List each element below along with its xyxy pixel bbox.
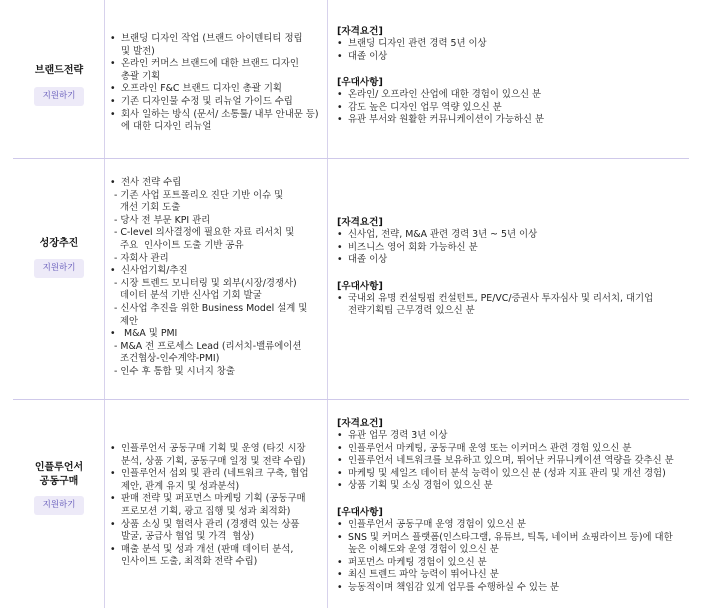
preferred-list	[337, 89, 697, 127]
requirement-item: • 유관 업무 경력 3년 이상	[337, 430, 705, 443]
duty-item: - C-level 의사결정에 필요한 자료 리서치 및 주요 인사이트 도출 기반 공유	[114, 227, 295, 251]
duty-item: • 인플루언서 섭외 및 관리 (네트워크 구축, 협업 제안, 관계 유지 및 성과분석)	[110, 468, 324, 493]
column-divider	[104, 0, 105, 608]
preferred-list	[337, 519, 705, 595]
position-title: 인플루언서 공동구매	[34, 462, 84, 487]
duty-item: • 인플루언서 공동구매 기획 및 운영 (타깃 시장 분석, 상품 기획, 공동구매 일정 및 전략 수립)	[110, 443, 324, 468]
requirement-item: • 인플루언서 마케팅, 공동구매 운영 또는 이커머스 관련 경험 있으신 분	[337, 443, 705, 456]
preferred-item: • 온라인/ 오프라인 산업에 대한 경험이 있으신 분	[337, 89, 697, 102]
preferred-list	[337, 293, 697, 318]
preferred-heading: [우대사항]	[337, 77, 383, 89]
duty-item: • 기존 디자인물 수정 및 리뉴얼 가이드 수립	[110, 96, 322, 109]
duty-item: • 상품 소싱 및 협력사 관리 (경쟁력 있는 상품 발굴, 공급사 협업 및 가격 협상)	[110, 519, 324, 544]
requirement-item: • 브랜딩 디자인 관련 경력 5년 이상	[337, 38, 697, 51]
duty-item: - 자회사 관리	[114, 252, 169, 264]
duty-item: • M&A 및 PMI	[110, 328, 322, 341]
row-divider	[13, 399, 689, 400]
duty-item: • 신사업기획/추진	[110, 265, 322, 278]
requirement-item: • 비즈니스 영어 회화 가능하신 분	[337, 242, 697, 255]
duty-item: • 전사 전략 수립	[110, 177, 322, 190]
requirement-item: • 대졸 이상	[337, 51, 697, 64]
requirement-item: • 대졸 이상	[337, 254, 697, 267]
duty-item: • 브랜딩 디자인 작업 (브랜드 아이덴티티 정립 및 발전)	[110, 33, 322, 58]
row-divider	[13, 158, 689, 159]
duty-item: - 당사 전 부문 KPI 관리	[114, 214, 211, 226]
preferred-item: • 최신 트렌드 파악 능력이 뛰어나신 분	[337, 569, 705, 582]
preferred-heading: [우대사항]	[337, 280, 383, 292]
apply-button[interactable]: 지원하기	[34, 87, 84, 106]
duty-item: • 매출 분석 및 성과 개선 (판매 데이터 분석, 인사이트 도출, 최적화 전략 수립)	[110, 544, 324, 569]
requirement-item: • 상품 기획 및 소싱 경험이 있으신 분	[337, 480, 705, 493]
preferred-item: • 능동적이며 책임감 있게 업무를 수행하실 수 있는 분	[337, 582, 705, 595]
preferred-item: • 유관 부서와 원활한 커뮤니케이션이 가능하신 분	[337, 114, 697, 127]
requirement-item: • 마케팅 및 세일즈 데이터 분석 능력이 있으신 분 (성과 지표 관리 및 개선 경험)	[337, 468, 705, 481]
preferred-item: • SNS 및 커머스 플랫폼(인스타그램, 유튜브, 틱톡, 네이버 쇼핑라이브 등)에 대한 높은 이해도와 운영 경험이 있으신 분	[337, 532, 705, 557]
duty-item: - 시장 트렌드 모니터링 및 외부(시장/경쟁사) 데이터 분석 기반 신사업 기회 발굴	[114, 277, 297, 302]
duty-item: - 신사업 추진을 위한 Business Model 설계 및 제안	[114, 302, 308, 327]
job-duties-list	[110, 33, 322, 134]
requirements-heading: [자격요건]	[337, 217, 383, 228]
requirements-block	[337, 25, 697, 127]
apply-button[interactable]: 지원하기	[34, 259, 84, 278]
duty-item: - 인수 후 통합 및 시너지 창출	[114, 365, 235, 377]
preferred-item: • 국내외 유명 컨설팅펌 컨설턴트, PE/VC/증권사 투자심사 및 리서치, 대기업 전략기획팀 근무경력 있으신 분	[337, 293, 697, 318]
duty-item: - M&A 전 프로세스 Lead (리서치-밸류에이션 조건협상-인수계약-PMI)	[114, 340, 302, 365]
preferred-item: • 인플루언서 공동구매 운영 경험이 있으신 분	[337, 519, 705, 532]
requirement-item: • 신사업, 전략, M&A 관련 경력 3년 ~ 5년 이상	[337, 229, 697, 242]
column-divider	[327, 0, 328, 608]
requirements-block	[337, 216, 697, 318]
preferred-item: • 퍼포먼스 마케팅 경험이 있으신 분	[337, 557, 705, 570]
duty-item: - 기존 사업 포트폴리오 진단 기반 이슈 및 개선 기회 도출	[114, 189, 284, 214]
duty-item: • 회사 일하는 방식 (문서/ 소통툴/ 내부 안내문 등) 에 대한 디자인 리뉴얼	[110, 109, 322, 134]
job-duties-list	[110, 177, 322, 379]
duty-item: • 판매 전략 및 퍼포먼스 마케팅 기획 (공동구매 프로모션 기획, 광고 집행 및 성과 최적화)	[110, 493, 324, 518]
duty-item: • 오프라인 F&C 브랜드 디자인 총괄 기획	[110, 83, 322, 96]
requirements-list	[337, 38, 697, 63]
job-duties-list	[110, 443, 324, 569]
requirements-heading: [자격요건]	[337, 418, 383, 429]
position-title: 성장추진	[39, 238, 79, 249]
preferred-item: • 감도 높은 디자인 업무 역량 있으신 분	[337, 102, 697, 115]
requirements-heading: [자격요건]	[337, 26, 383, 37]
requirement-item: • 인플루언서 네트워크를 보유하고 있으며, 뛰어난 커뮤니케이션 역량을 갖추신 분	[337, 455, 705, 468]
position-title: 브랜드전략	[34, 65, 84, 76]
requirements-list	[337, 229, 697, 267]
duty-item: • 온라인 커머스 브랜드에 대한 브랜드 디자인 총괄 기획	[110, 58, 322, 83]
apply-button[interactable]: 지원하기	[34, 496, 84, 515]
requirements-list	[337, 430, 705, 493]
requirements-block	[337, 417, 705, 595]
preferred-heading: [우대사항]	[337, 506, 383, 518]
